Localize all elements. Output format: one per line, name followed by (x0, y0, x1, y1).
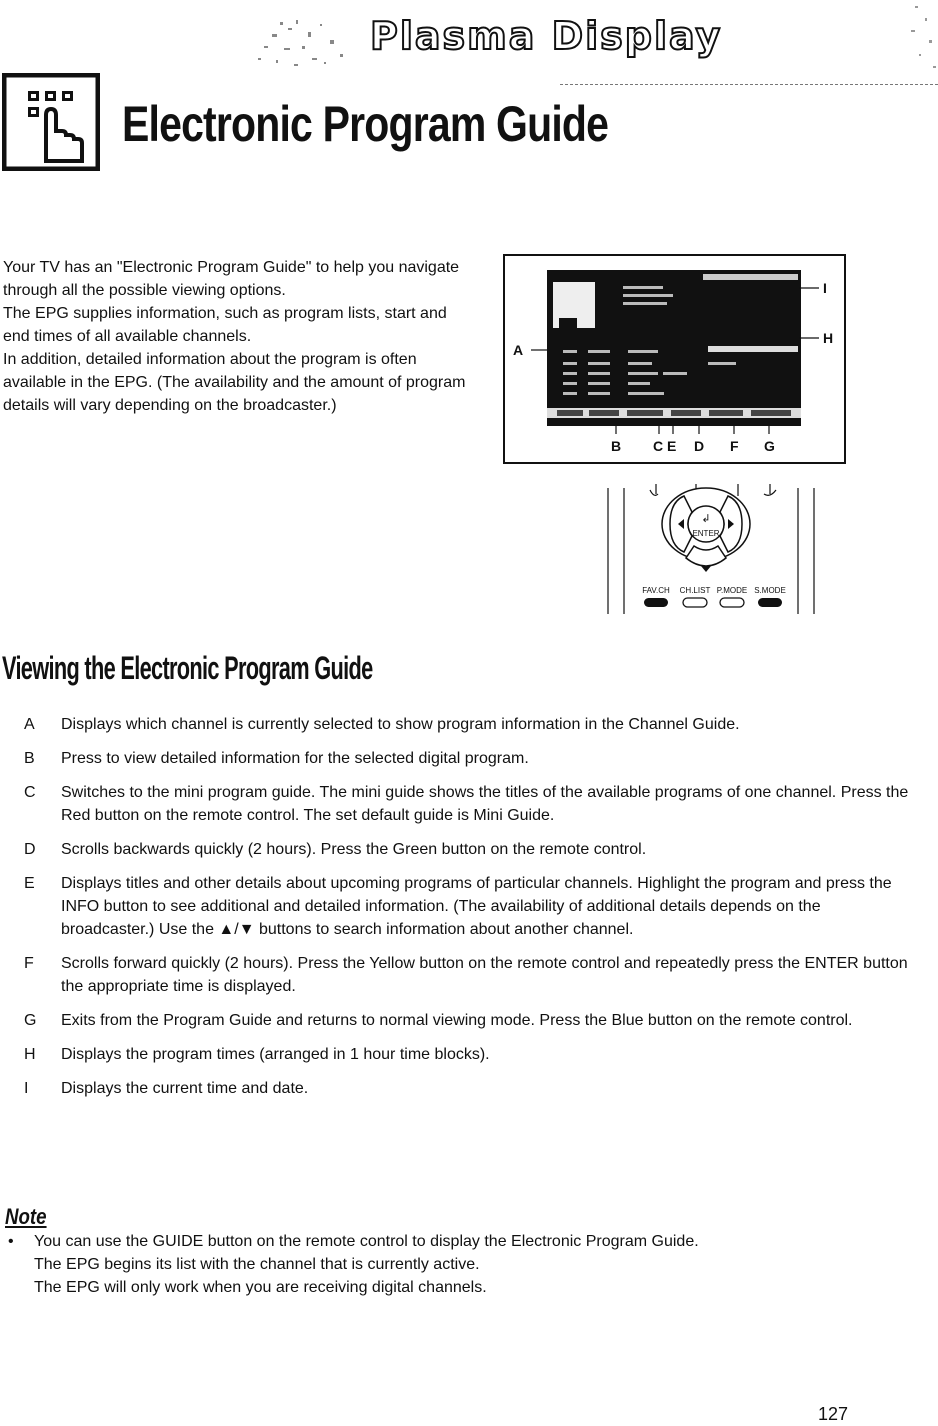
remote-control-diagram (600, 484, 822, 622)
remote-hand-icon (2, 73, 100, 171)
item-text: Displays the program times (arranged in 1 hour time blocks). (61, 1046, 490, 1063)
callout-d: D (694, 438, 705, 454)
item-text: Displays which channel is currently selected to show program information in the Channel Guide. (61, 716, 740, 733)
ch-list-label: CH.LIST (679, 586, 711, 595)
callout-a: A (513, 342, 524, 358)
section-heading: Viewing the Electronic Program Guide (2, 650, 373, 686)
page-title: Electronic Program Guide (122, 96, 609, 152)
list-item (24, 781, 914, 827)
note-body (8, 1230, 908, 1299)
item-text: Displays titles and other details about upcoming programs of particular channels. Highlight the program and press the INFO button to see additional and detailed information. (The availability of additional details depends on the broadcaster.) Use the ▲/▼ buttons to search information about another channel. (61, 875, 892, 938)
intro-paragraph: In addition, detailed information about the program is often available in the EPG. (The availability and the amount of program details will vary depending on the broadcaster.) (3, 351, 466, 414)
list-item (24, 713, 914, 736)
item-letter: H (24, 1046, 36, 1063)
note-line: The EPG will only work when you are receiving digital channels. (34, 1279, 487, 1296)
list-item (24, 1009, 914, 1032)
item-text: Switches to the mini program guide. The mini guide shows the titles of the available programs of one channel. Press the Red button on the remote control. The set default guide is Mini Guide. (61, 784, 909, 824)
header-decoration-left (250, 18, 360, 70)
callout-i: I (823, 280, 827, 296)
item-letter: E (24, 875, 35, 892)
item-letter: G (24, 1012, 37, 1029)
item-letter: B (24, 750, 35, 767)
item-text: Displays the current time and date. (61, 1080, 309, 1097)
item-letter: F (24, 955, 34, 972)
description-list (24, 713, 914, 1111)
note-line: The EPG begins its list with the channel that is currently active. (34, 1256, 480, 1273)
epg-screen (547, 270, 801, 426)
header-decoration-right (905, 0, 938, 90)
callout-b: B (611, 438, 622, 454)
callout-h: H (823, 330, 834, 346)
yellow-button[interactable] (720, 598, 744, 607)
item-text: Scrolls backwards quickly (2 hours). Press the Green button on the remote control. (61, 841, 647, 858)
svg-text:↲: ↲ (701, 512, 711, 525)
intro-paragraph: The EPG supplies information, such as program lists, start and end times of all available channels. (3, 305, 447, 345)
blue-button[interactable] (758, 598, 782, 607)
item-letter: I (24, 1080, 29, 1097)
list-item (24, 1077, 914, 1100)
list-item (24, 952, 914, 998)
green-button[interactable] (683, 598, 707, 607)
item-text: Scrolls forward quickly (2 hours). Press the Yellow button on the remote control and repeatedly press the ENTER button the appropriate time is displayed. (61, 955, 908, 995)
callout-c: C (653, 438, 664, 454)
item-text: Exits from the Program Guide and returns to normal viewing mode. Press the Blue button on the remote control. (61, 1012, 853, 1029)
s-mode-label: S.MODE (754, 586, 786, 595)
item-text: Press to view detailed information for the selected digital program. (61, 750, 529, 767)
page-number: 127 (818, 1404, 849, 1424)
item-letter: C (24, 784, 36, 801)
intro-text (3, 256, 473, 417)
note-heading: Note (5, 1204, 47, 1229)
header-rule (560, 84, 938, 85)
series-title: Plasma Display (370, 14, 723, 58)
bullet-icon: • (8, 1233, 14, 1250)
red-button[interactable] (644, 598, 668, 607)
callout-e: E (667, 438, 677, 454)
callout-f: F (730, 438, 739, 454)
intro-paragraph: Your TV has an "Electronic Program Guide" to help you navigate through all the possible viewing options. (3, 259, 460, 299)
list-item (24, 1043, 914, 1066)
item-letter: D (24, 841, 36, 858)
note-line: • You can use the GUIDE button on the remote control to display the Electronic Program Guide. (8, 1230, 908, 1253)
enter-label: ENTER (692, 529, 720, 538)
fav-ch-label: FAV.CH (642, 586, 670, 595)
epg-screen-diagram (503, 254, 846, 464)
p-mode-label: P.MODE (716, 586, 748, 595)
list-item (24, 838, 914, 861)
callout-g: G (764, 438, 775, 454)
list-item (24, 747, 914, 770)
item-letter: A (24, 716, 35, 733)
list-item (24, 872, 914, 941)
